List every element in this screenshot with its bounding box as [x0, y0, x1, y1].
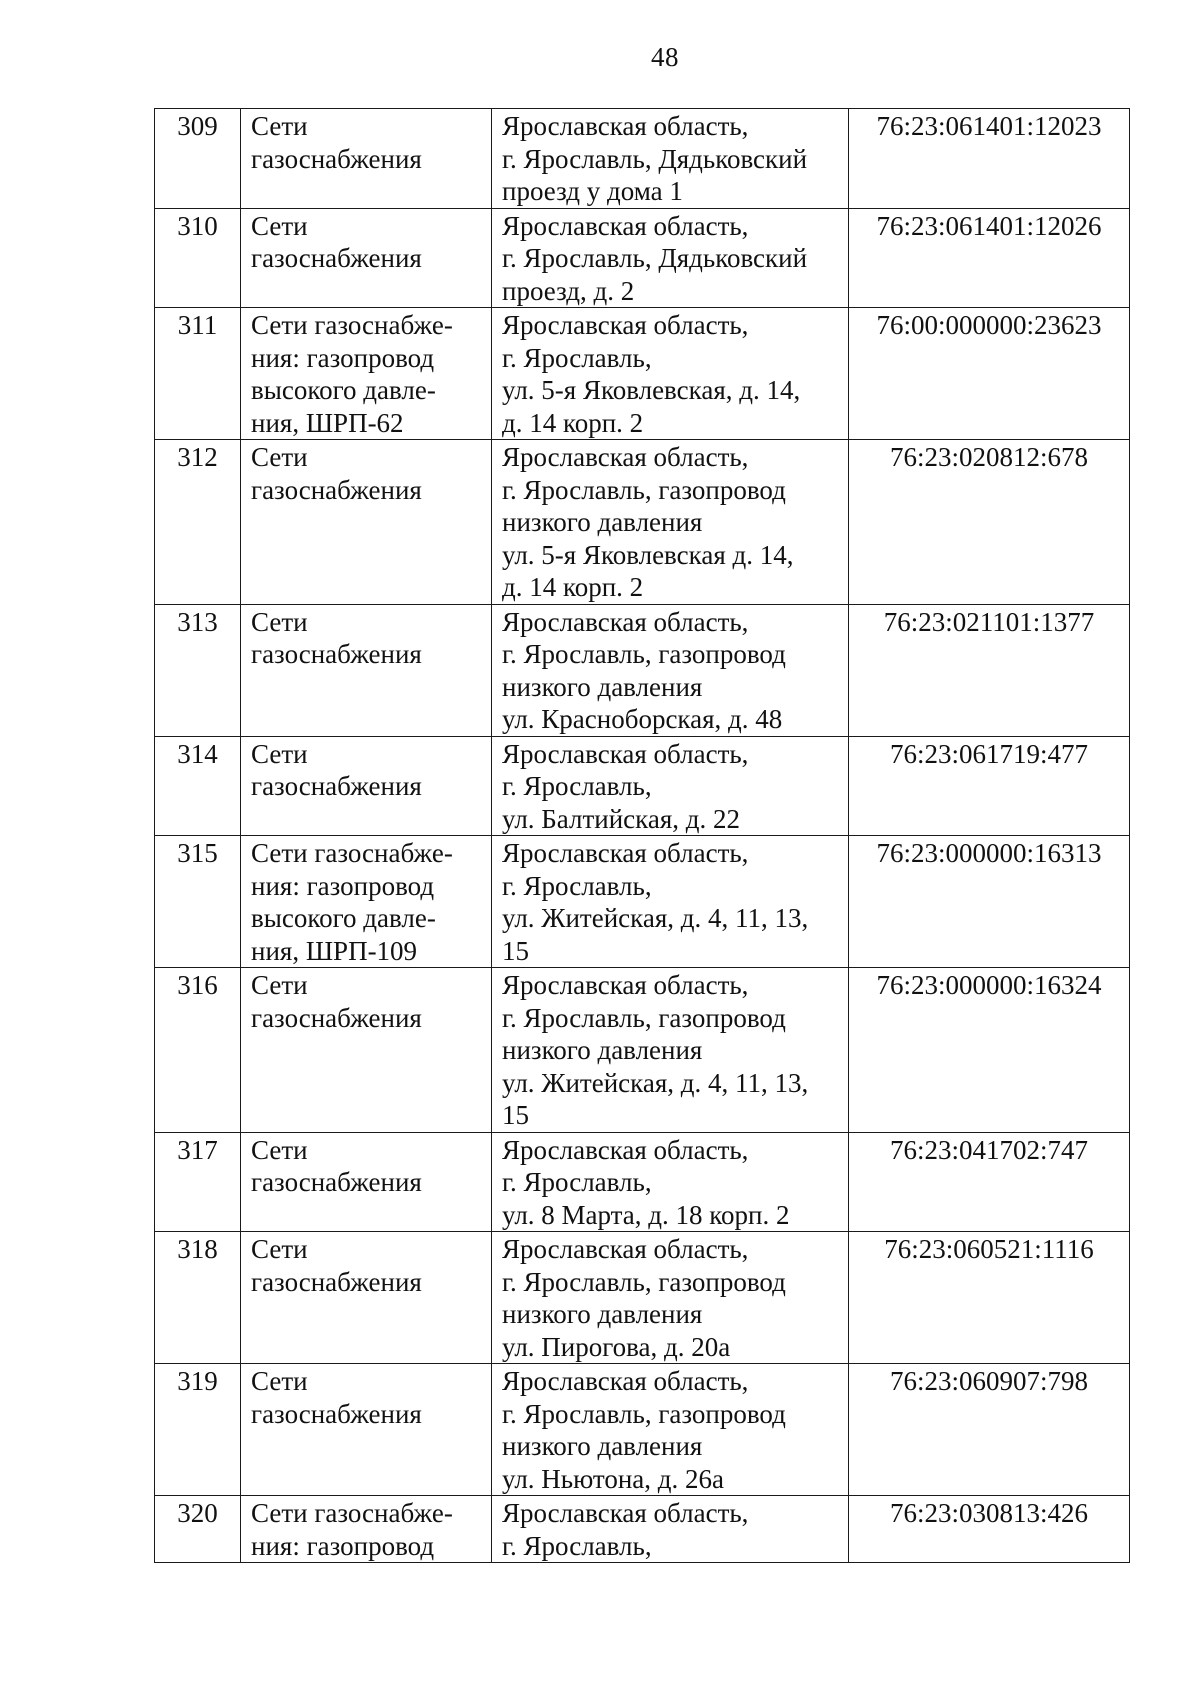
address-cell-line: ул. Пирогова, д. 20а [502, 1331, 731, 1362]
row-number-cell: 311 [155, 308, 241, 440]
object-name-cell-line: газоснабжения [251, 639, 422, 669]
object-name-cell-line: Сети [251, 738, 308, 769]
row-number-cell: 310 [155, 208, 241, 308]
address-cell-line: г. Ярославль, газопровод [502, 1002, 786, 1033]
object-name-cell [241, 1232, 492, 1364]
address-cell [492, 1364, 849, 1496]
cadastral-number-cell: 76:23:061401:12023 [849, 109, 1130, 209]
object-name-cell [241, 836, 492, 968]
cadastral-number-cell: 76:23:060521:1116 [849, 1232, 1130, 1364]
table-row [155, 1132, 1130, 1232]
object-name-cell-line: Сети [251, 1366, 308, 1396]
table-row [155, 1364, 1130, 1496]
table-row [155, 1496, 1130, 1563]
object-name-cell-line: ния: газопровод [251, 870, 435, 901]
object-name-cell-line: Сети [251, 606, 308, 637]
address-cell-line: ул. Житейская, д. 4, 11, 13, [502, 903, 809, 933]
object-name-cell-line: Сети газоснабже- [251, 1498, 453, 1528]
object-name-cell [241, 736, 492, 836]
cadastral-number-cell: 76:23:000000:16324 [849, 968, 1130, 1133]
address-cell-line: 15 [502, 935, 529, 966]
row-number-cell: 319 [155, 1364, 241, 1496]
cadastral-number-cell: 76:23:061719:477 [849, 736, 1130, 836]
object-name-cell [241, 109, 492, 209]
address-cell [492, 1232, 849, 1364]
address-cell-line: г. Ярославль, Дядьковский [502, 243, 808, 273]
cadastral-number-cell: 76:23:000000:16313 [849, 836, 1130, 968]
address-cell-line: Ярославская область, [502, 1366, 749, 1396]
address-cell-line: Ярославская область, [502, 838, 749, 868]
address-cell-line: г. Ярославль, газопровод [502, 639, 786, 669]
object-name-cell [241, 968, 492, 1133]
address-cell [492, 1496, 849, 1563]
address-cell-line: Ярославская область, [502, 970, 749, 1000]
object-name-cell-line: газоснабжения [251, 243, 422, 273]
table-row [155, 1232, 1130, 1364]
object-name-cell-line: высокого давле- [251, 375, 436, 405]
address-cell-line: Ярославская область, [502, 210, 749, 241]
address-cell [492, 109, 849, 209]
object-name-cell [241, 440, 492, 605]
address-cell-line: ул. 8 Марта, д. 18 корп. 2 [502, 1199, 790, 1230]
address-cell-line: г. Ярославль, Дядьковский [502, 143, 808, 174]
table-row [155, 208, 1130, 308]
address-cell [492, 440, 849, 605]
row-number-cell: 309 [155, 109, 241, 209]
object-name-cell-line: высокого давле- [251, 903, 436, 933]
table-row [155, 968, 1130, 1133]
object-name-cell-line: газоснабжения [251, 474, 422, 505]
address-cell-line: проезд у дома 1 [502, 176, 683, 206]
row-number-cell: 313 [155, 604, 241, 736]
row-number-cell: 316 [155, 968, 241, 1133]
address-cell-line: Ярославская область, [502, 1234, 749, 1264]
address-cell-line: низкого давления [502, 1299, 703, 1329]
address-cell-line: ул. Ньютона, д. 26а [502, 1463, 725, 1494]
object-name-cell-line: газоснабжения [251, 1167, 422, 1197]
table-row [155, 604, 1130, 736]
cadastral-number-cell: 76:23:041702:747 [849, 1132, 1130, 1232]
object-name-cell-line: газоснабжения [251, 771, 422, 801]
address-cell [492, 308, 849, 440]
object-name-cell-line: ния, ШРП-62 [251, 407, 404, 438]
table-row [155, 836, 1130, 968]
address-cell [492, 1132, 849, 1232]
cadastral-number-cell: 76:23:020812:678 [849, 440, 1130, 605]
object-name-cell-line: Сети газоснабже- [251, 310, 453, 340]
row-number-cell: 312 [155, 440, 241, 605]
address-cell-line: ул. Балтийская, д. 22 [502, 803, 741, 834]
address-cell-line: г. Ярославль, [502, 1167, 652, 1197]
address-cell-line: ул. 5-я Яковлевская, д. 14, [502, 375, 801, 405]
object-name-cell [241, 208, 492, 308]
cadastral-number-cell: 76:23:030813:426 [849, 1496, 1130, 1563]
address-cell [492, 736, 849, 836]
address-cell-line: ул. 5-я Яковлевская д. 14, [502, 539, 794, 570]
address-cell-line: г. Ярославль, [502, 1530, 652, 1561]
registry-table-body [155, 109, 1130, 1563]
cadastral-number-cell: 76:23:060907:798 [849, 1364, 1130, 1496]
object-name-cell [241, 1496, 492, 1563]
property-registry-table [154, 108, 1130, 1563]
row-number-cell: 320 [155, 1496, 241, 1563]
address-cell-line: г. Ярославль, [502, 342, 652, 373]
table-row [155, 308, 1130, 440]
address-cell-line: Ярославская область, [502, 1498, 749, 1528]
table-row [155, 736, 1130, 836]
address-cell-line: Ярославская область, [502, 1134, 749, 1165]
object-name-cell-line: ния: газопровод [251, 1530, 435, 1561]
address-cell [492, 968, 849, 1133]
address-cell-line: Ярославская область, [502, 111, 749, 141]
object-name-cell-line: Сети газоснабже- [251, 838, 453, 868]
address-cell-line: Ярославская область, [502, 310, 749, 340]
row-number-cell: 317 [155, 1132, 241, 1232]
object-name-cell [241, 308, 492, 440]
address-cell-line: низкого давления [502, 507, 703, 537]
row-number-cell: 318 [155, 1232, 241, 1364]
row-number-cell: 314 [155, 736, 241, 836]
address-cell-line: Ярославская область, [502, 606, 749, 637]
address-cell [492, 836, 849, 968]
address-cell-line: низкого давления [502, 671, 703, 702]
object-name-cell-line: ния: газопровод [251, 342, 435, 373]
cadastral-number-cell: 76:00:000000:23623 [849, 308, 1130, 440]
object-name-cell-line: Сети [251, 1234, 308, 1264]
cadastral-number-cell: 76:23:021101:1377 [849, 604, 1130, 736]
object-name-cell-line: ния, ШРП-109 [251, 935, 418, 966]
object-name-cell [241, 1364, 492, 1496]
address-cell-line: ул. Житейская, д. 4, 11, 13, [502, 1067, 809, 1098]
address-cell-line: ул. Красноборская, д. 48 [502, 704, 783, 734]
address-cell-line: г. Ярославль, [502, 870, 652, 901]
object-name-cell-line: Сети [251, 970, 308, 1000]
address-cell-line: Ярославская область, [502, 738, 749, 769]
address-cell-line: Ярославская область, [502, 442, 749, 472]
row-number-cell: 315 [155, 836, 241, 968]
object-name-cell-line: Сети [251, 1134, 308, 1165]
table-row [155, 109, 1130, 209]
object-name-cell-line: газоснабжения [251, 1398, 422, 1429]
object-name-cell-line: Сети [251, 111, 308, 141]
address-cell [492, 604, 849, 736]
address-cell-line: низкого давления [502, 1431, 703, 1461]
object-name-cell-line: газоснабжения [251, 143, 422, 174]
address-cell-line: г. Ярославль, газопровод [502, 474, 786, 505]
page-number: 48 [651, 42, 679, 72]
address-cell-line: проезд, д. 2 [502, 275, 635, 306]
object-name-cell [241, 604, 492, 736]
object-name-cell [241, 1132, 492, 1232]
address-cell-line: г. Ярославль, газопровод [502, 1398, 786, 1429]
address-cell [492, 208, 849, 308]
object-name-cell-line: Сети [251, 442, 308, 472]
cadastral-number-cell: 76:23:061401:12026 [849, 208, 1130, 308]
address-cell-line: д. 14 корп. 2 [502, 572, 644, 602]
object-name-cell-line: Сети [251, 210, 308, 241]
address-cell-line: д. 14 корп. 2 [502, 407, 644, 438]
address-cell-line: низкого давления [502, 1035, 703, 1065]
address-cell-line: г. Ярославль, [502, 771, 652, 801]
table-row [155, 440, 1130, 605]
object-name-cell-line: газоснабжения [251, 1266, 422, 1297]
address-cell-line: г. Ярославль, газопровод [502, 1266, 786, 1297]
address-cell-line: 15 [502, 1100, 529, 1130]
object-name-cell-line: газоснабжения [251, 1002, 422, 1033]
